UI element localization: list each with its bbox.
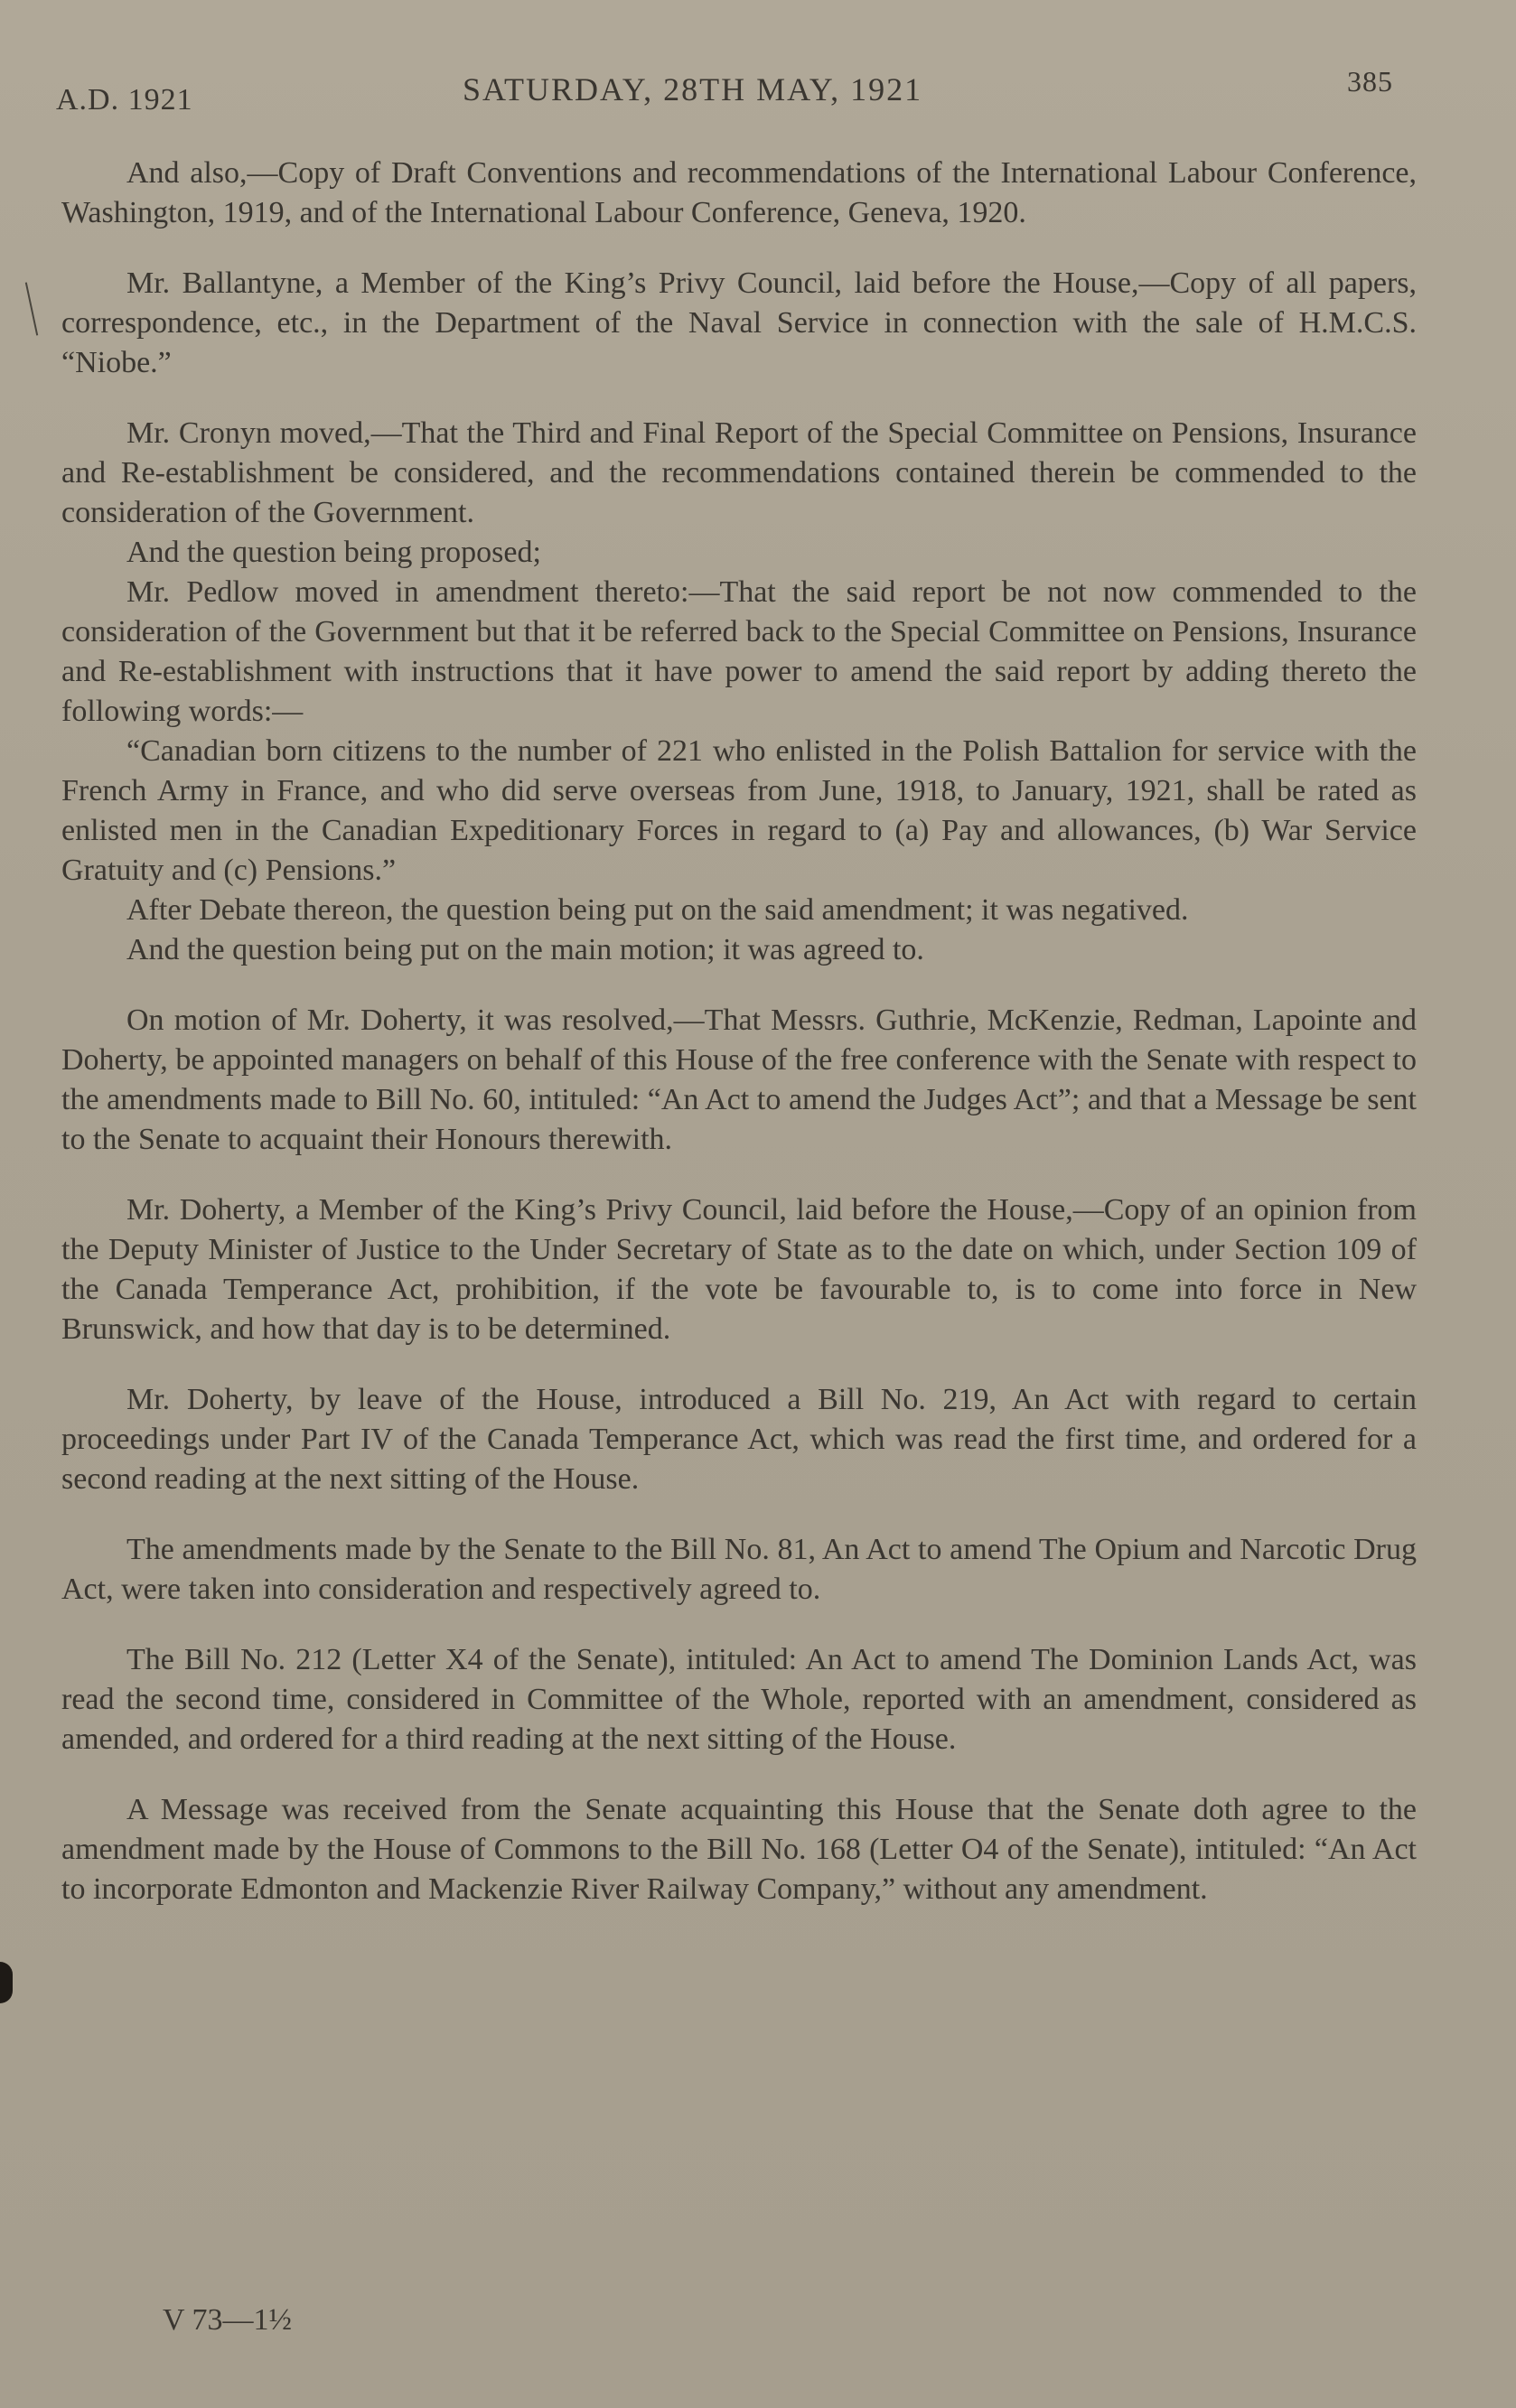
document-body <box>61 154 1417 1940</box>
paragraph-doherty-resolution: On motion of Mr. Doherty, it was resolved,—That Messrs. Guthrie, McKenzie, Redman, Lapointe and Doherty, be appointed managers on behalf of this House of the free conference with the Senate with respect to the amendments made to Bill No. 60, intituled: “An Act to amend the Judges Act”; and that a Message be sent to the Senate to acquaint their Honours therewith. <box>61 1003 1417 1156</box>
signature-mark: V 73—1½ <box>163 2303 292 2337</box>
header-date: SATURDAY, 28TH MAY, 1921 <box>463 71 923 107</box>
page-header <box>56 65 1393 125</box>
paragraph-pedlow-amendment: Mr. Pedlow moved in amendment thereto:—That the said report be not now commended to the consideration of the Government but that it be referred back to the Special Committee on Pensions, Insurance and Re-establishment with instructions that it have power to amend the said report by adding thereto the following words:— <box>61 575 1417 728</box>
paragraph-ballantyne: Mr. Ballantyne, a Member of the King’s Privy Council, laid before the House,—Copy of all papers, correspondence, etc., in the Department of the Naval Service in connection with the sale of H.M.C.S. “Niobe.” <box>61 266 1417 379</box>
margin-mark <box>25 282 38 335</box>
binding-hole-mark <box>0 1962 13 2003</box>
paragraph-doherty-opinion: Mr. Doherty, a Member of the King’s Privy Council, laid before the House,—Copy of an opinion from the Deputy Minister of Justice to the Under Secretary of State as to the date on which, under Section 109 of the Canada Temperance Act, prohibition, if the vote be favourable to, is to come into force in New Brunswick, and how that day is to be determined. <box>61 1193 1417 1346</box>
paragraph-bill-81: The amendments made by the Senate to the Bill No. 81, An Act to amend The Opium and Narcotic Drug Act, were taken into consideration and respectively agreed to. <box>61 1533 1417 1606</box>
paragraph-conventions: And also,—Copy of Draft Conventions and recommendations of the International Labour Conference, Washington, 1919, and of the International Labour Conference, Geneva, 1920. <box>61 156 1417 229</box>
paragraph-senate-message: A Message was received from the Senate acquainting this House that the Senate doth agree to the amendment made by the House of Commons to the Bill No. 168 (Letter O4 of the Senate), intituled: “An Act to incorporate Edmonton and Mackenzie River Railway Company,” without any amendment. <box>61 1793 1417 1906</box>
paragraph-bill-212: The Bill No. 212 (Letter X4 of the Senate), intituled: An Act to amend The Dominion Lands Act, was read the second time, considered in Committee of the Whole, reported with an amendment, considered as amended, and ordered for a third reading at the next sitting of the House. <box>61 1643 1417 1756</box>
page-number: 385 <box>1347 65 1393 98</box>
paragraph-bill-219: Mr. Doherty, by leave of the House, introduced a Bill No. 219, An Act with regard to certain proceedings under Part IV of the Canada Temperance Act, which was read the first time, and ordered for a second reading at the next sitting of the House. <box>61 1383 1417 1496</box>
paragraph-amendment-negatived: After Debate thereon, the question being put on the said amendment; it was negatived. <box>126 893 1189 927</box>
paragraph-question-proposed: And the question being proposed; <box>126 536 541 569</box>
paragraph-quoted-words: “Canadian born citizens to the number of 221 who enlisted in the Polish Battalion for service with the French Army in France, and who did serve overseas from June, 1918, to January, 1921, shall be rated as enlisted men in the Canadian Expeditionary Forces in regard to (a) Pay and allowances, (b) War Service Gratuity and (c) Pensions.” <box>61 734 1417 887</box>
paragraph-main-motion-agreed: And the question being put on the main motion; it was agreed to. <box>126 933 924 966</box>
header-year: A.D. 1921 <box>56 83 193 117</box>
paragraph-cronyn-motion: Mr. Cronyn moved,—That the Third and Final Report of the Special Committee on Pensions, Insurance and Re-establishment be considered, and the recommendations contained therein be commended to the consideration of the Government. <box>61 416 1417 529</box>
